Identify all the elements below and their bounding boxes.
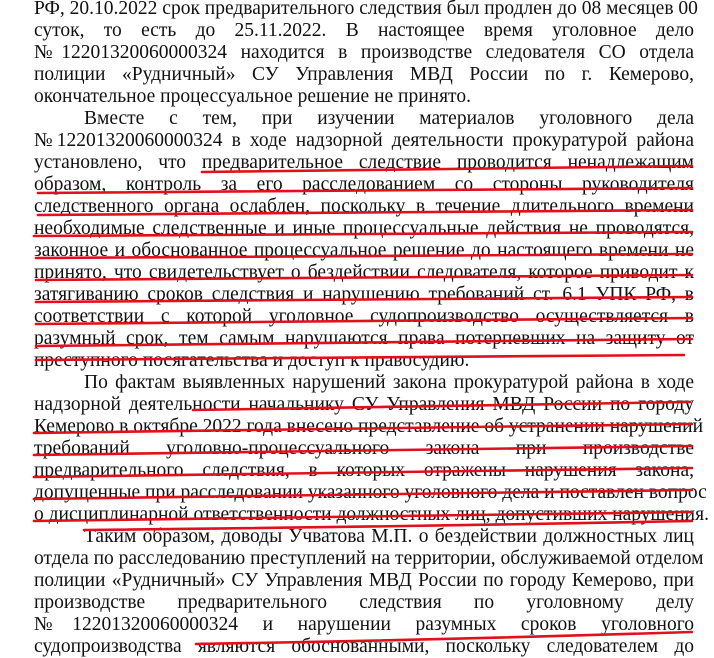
text-line: предварительного следствия, в которых отражены нарушения закона,: [34, 460, 694, 481]
text-line: отдела по расследованию преступлений на территории, обслуживаемой отделом: [34, 548, 704, 569]
text-line: судопроизводства являются обоснованными, поскольку следователем до: [34, 636, 694, 657]
text-line: следственного органа ослаблен, поскольку в течение длительного времени: [34, 196, 694, 217]
text-line: полиции «Рудничный» СУ Управления МВД России по г. Кемерово,: [34, 64, 694, 85]
text-line: окончательное процессуальное решение не принято.: [34, 86, 471, 107]
text-line: принято, что свидетельствует о бездействии следователя, которое приводит к: [34, 262, 694, 283]
text-line: требований уголовно-процессуального закона при производстве: [34, 438, 694, 459]
text-line: о дисциплинарной ответственности должностных лиц, допустивших нарушения.: [34, 504, 709, 525]
text-line: Вместе с тем, при изучении материалов уголовного дела: [84, 108, 694, 129]
text-line: суток, то есть до 25.11.2022. В настоящее время уголовное дело: [34, 20, 694, 41]
text-line: надзорной деятельности начальнику СУ Управления МВД России по городу: [34, 394, 694, 415]
text-line: производстве предварительного следствия по уголовному делу: [34, 592, 694, 613]
text-line: По фактам выявленных нарушений закона прокуратурой района в ходе: [84, 372, 694, 393]
text-line: затягиванию сроков следствия и нарушению требований ст. 6.1 УПК РФ, в: [34, 284, 694, 305]
text-line: Таким образом, доводы Учватова М.П. о бездействии должностных лиц: [84, 526, 694, 547]
text-line: РФ, 20.10.2022 срок предварительного следствия был продлен до 08 месяцев 00: [34, 0, 698, 19]
text-line: №12201320060000324 находится в производстве следователя СО отдела: [34, 42, 694, 63]
text-line: №12201320060000324 и нарушении разумных сроков уголовного: [34, 614, 694, 635]
text-line: допущенные при расследовании указанного уголовного дела и поставлен вопрос: [34, 482, 707, 503]
text-line: соответствии с которой уголовное судопроизводство осуществляется в: [34, 306, 694, 327]
text-line: необходимые следственные и иные процессуальные действия не проводятся,: [34, 218, 694, 239]
text-line: Кемерово в октябре 2022 года внесено представление об устранении нарушений: [34, 416, 704, 437]
text-line: полиции «Рудничный» СУ Управления МВД России по городу Кемерово, при: [34, 570, 694, 591]
text-line: №12201320060000324 в ходе надзорной деятельности прокуратурой района: [34, 130, 694, 151]
text-line: установлено, что предварительное следствие проводится ненадлежащим: [34, 152, 694, 173]
text-line: образом, контроль за его расследованием со стороны руководителя: [34, 174, 694, 195]
text-line: разумный срок, тем самым нарушаются права потерпевших на защиту от: [34, 328, 694, 349]
text-line: законное и обоснованное процессуальное решение до настоящего времени не: [34, 240, 694, 261]
text-line: преступного посягательства и доступ к правосудию.: [34, 350, 470, 371]
